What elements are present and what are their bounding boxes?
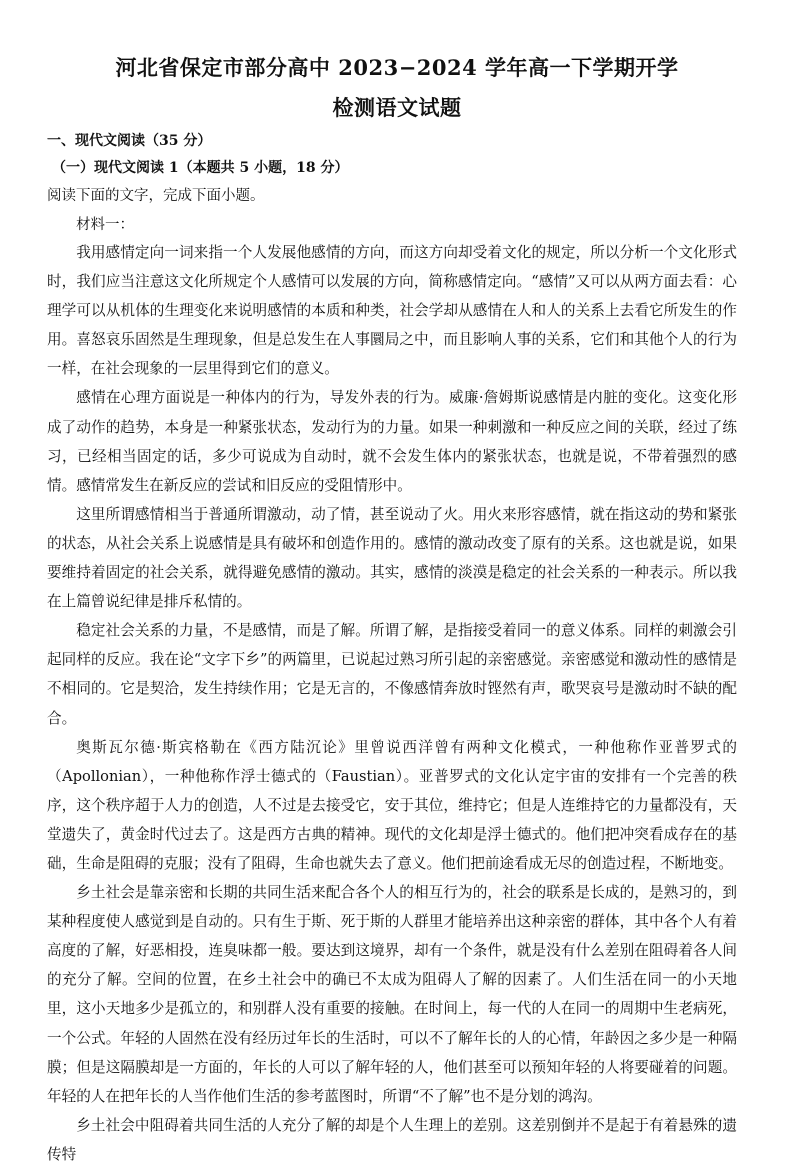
paragraph: 稳定社会关系的力量，不是感情，而是了解。所谓了解，是指接受着同一的意义体系。同样的刺激会引起同样的反应。我在论“文字下乡”的两篇里，已说起过熟习所引起的亲密感觉。亲密感觉和激动性的感情是不相同的。它是契洽，发生持续作用；它是无言的，不像感情奔放时铿然有声，歌哭哀号是激动时不缺的配合。: [47, 622, 737, 727]
paragraph: 这里所谓感情相当于普通所谓激动，动了情，甚至说动了火。用火来形容感情，就在指这动的势和紧张的状态，从社会关系上说感情是具有破坏和创造作用的。感情的激动改变了原有的关系。这也就是说，如果要维持着固定的社会关系，就得避免感情的激动。其实，感情的淡漠是稳定的社会关系的一种表示。所以我在上篇曾说纪律是排斥私情的。: [47, 505, 737, 611]
article-body: [47, 238, 737, 1169]
paragraph: 奥斯瓦尔德·斯宾格勒在《西方陆沉论》里曾说西洋曾有两种文化模式，一种他称作亚普罗式的（Apollonian），一种他称作浮士德式的（Faustian）。亚普罗式的文化认定宇宙的安排有一个完善的秩序，这个秩序超于人力的创造，人不过是去接受它，安于其位，维持它；但是人连维持它的力量都没有，天堂遗失了，黄金时代过去了。这是西方古典的精神。现代的文化却是浮士德式的。他们把冲突看成存在的基础，生命是阻碍的克服；没有了阻碍，生命也就失去了意义。他们把前途看成无尽的创造过程，不断地变。: [47, 738, 737, 872]
section-heading: 一、现代文阅读（35 分）: [47, 133, 212, 149]
paragraph: 乡土社会是靠亲密和长期的共同生活来配合各个人的相互行为的，社会的联系是长成的，是熟习的，到某种程度使人感觉到是自动的。只有生于斯、死于斯的人群里才能培养出这种亲密的群体，其中各个人有着高度的了解，好恶相投，连臭味都一般。要达到这境界，却有一个条件，就是没有什么差别在阻碍着各人间的充分了解。空间的位置，在乡土社会中的确已不太成为阻碍人了解的因素了。人们生活在同一的小天地里，这小天地多少是孤立的，和别群人没有重要的接触。在时间上，每一代的人在同一的周期中生老病死，一个公式。年轻的人固然在没有经历过年长的生活时，可以不了解年长的人的心情，年龄因之多少是一种隔膜；但是这隔膜却是一方面的，年长的人可以了解年轻的人，他们甚至可以预知年轻的人将要碰着的问题。年轻的人在把年长的人当作他们生活的参考蓝图时，所谓“不了解”也不是分划的鸿沟。: [47, 884, 737, 1105]
document-title-line-2: 检测语文试题: [332, 95, 462, 120]
reading-instruction: 阅读下面的文字，完成下面小题。: [47, 188, 265, 204]
document-title-line-1: 河北省保定市部分高中 2023−2024 学年高一下学期开学: [115, 55, 679, 80]
sub-section-heading: （一）现代文阅读 1（本题共 5 小题，18 分）: [52, 160, 349, 176]
paragraph: 感情在心理方面说是一种体内的行为，导发外表的行为。威廉·詹姆斯说感情是内脏的变化。这变化形成了动作的趋势，本身是一种紧张状态，发动行为的力量。如果一种刺激和一种反应之间的关联，经过了练习，已经相当固定的话，多少可说成为自动时，就不会发生体内的紧张状态，也就是说，不带着强烈的感情。感情常发生在新反应的尝试和旧反应的受阻情形中。: [47, 389, 737, 494]
paragraph: 乡土社会中阻碍着共同生活的人充分了解的却是个人生理上的差别。这差别倒并不是起于有着悬殊的遗传特: [47, 1116, 737, 1163]
paragraph: 我用感情定向一词来指一个人发展他感情的方向，而这方向却受着文化的规定，所以分析一个文化形式时，我们应当注意这文化所规定个人感情可以发展的方向，简称感情定向。“感情”又可以从两方面去看：心理学可以从机体的生理变化来说明感情的本质和种类，社会学却从感情在人和人的关系上去看它所发生的作用。喜怒哀乐固然是生理现象，但是总发生在人事圜局之中，而且影响人事的关系，它们和其他个人的行为一样，在社会现象的一层里得到它们的意义。: [47, 244, 737, 378]
material-label: 材料一：: [76, 217, 134, 233]
